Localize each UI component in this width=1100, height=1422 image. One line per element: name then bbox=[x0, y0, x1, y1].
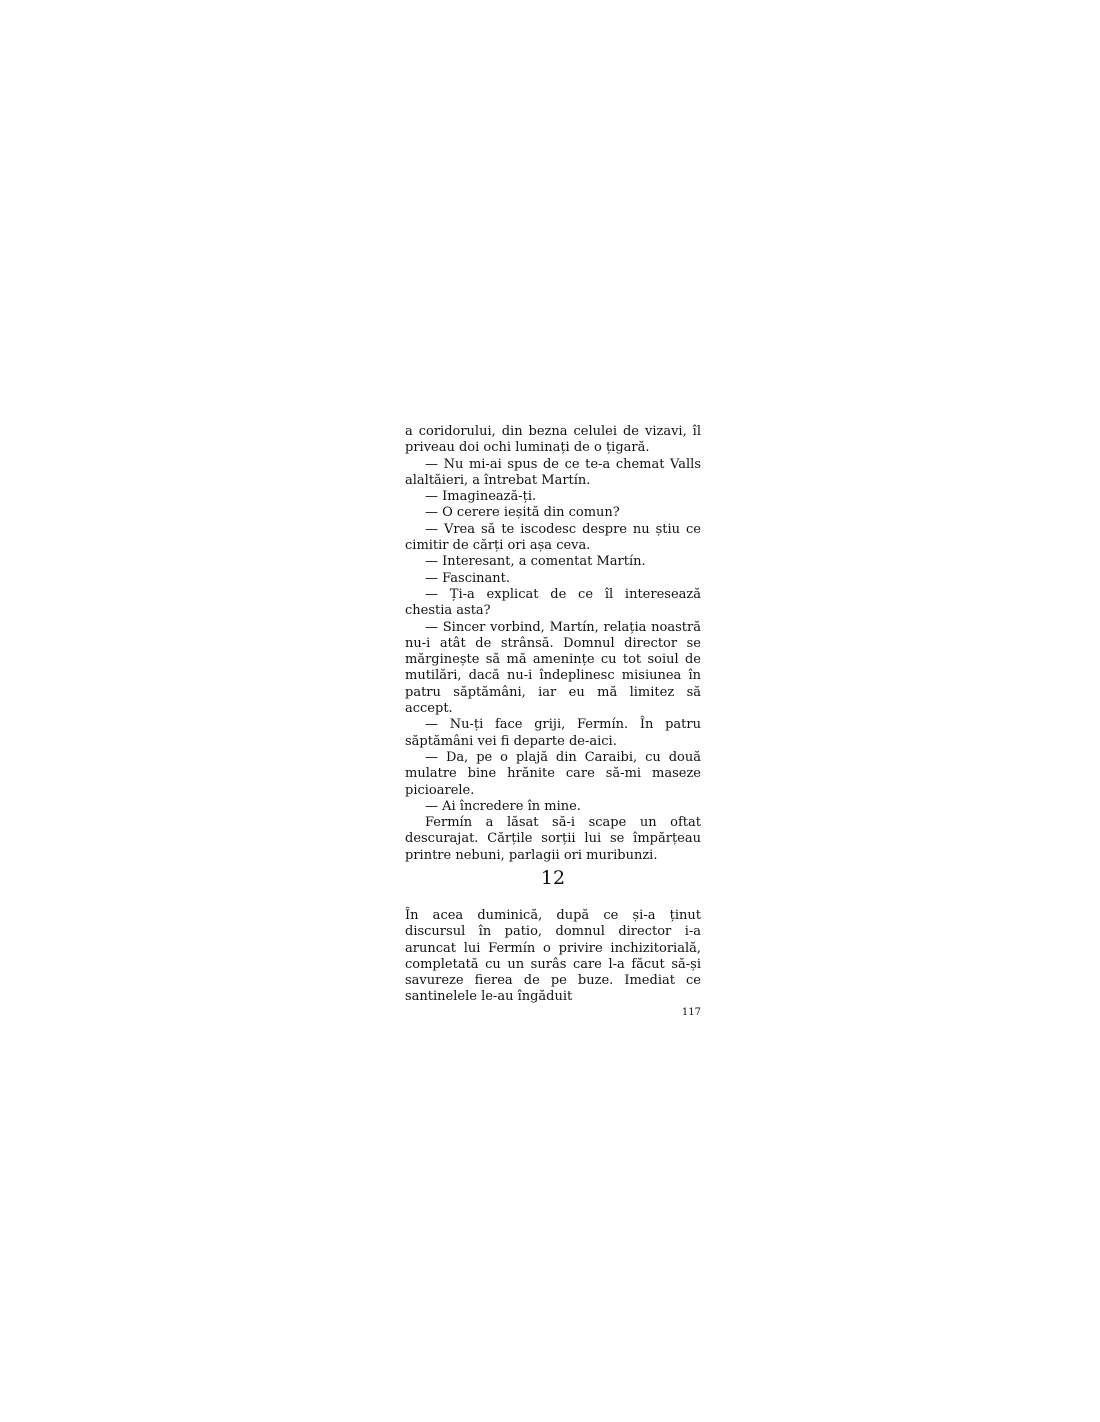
paragraph: — Interesant, a comentat Martín. bbox=[425, 554, 646, 570]
paragraph: Fermín a lăsat să-i scape un oftat descurajat. Cărțile sorții lui se împărțeau printre nebuni, parlagii ori muribunzi. bbox=[405, 815, 701, 863]
paragraph: — Nu mi-ai spus de ce te-a chemat Valls alaltăieri, a întrebat Martín. bbox=[405, 456, 701, 488]
paragraph: — O cerere ieșită din comun? bbox=[425, 505, 620, 521]
paragraph: — Nu-ți face griji, Fermín. În patru săptămâni vei fi departe de-aici. bbox=[405, 717, 701, 749]
upper-text-section bbox=[405, 424, 701, 864]
paragraph: — Imaginează-ți. bbox=[425, 489, 537, 505]
paragraph: — Fascinant. bbox=[425, 570, 510, 586]
paragraph: — Ți-a explicat de ce îl interesează chestia asta? bbox=[405, 586, 701, 619]
paragraph-chapter-start: În acea duminică, după ce și-a ținut discursul în patio, domnul director i-a aruncat lui Fermín o privire inchizitorială, completată cu un surâs care l-a făcut să-și savureze fierea de pe buze. Imediat ce santinelele le-au îngăduit bbox=[405, 908, 701, 1005]
paragraph: — Da, pe o plajă din Caraibi, cu două mulatre bine hrănite care să-mi maseze picioarele. bbox=[405, 749, 701, 798]
chapter-number: 12 bbox=[540, 867, 566, 889]
paragraph: — Vrea să te iscodesc despre nu știu ce cimitir de cărți ori așa ceva. bbox=[405, 521, 701, 554]
lower-text-section bbox=[405, 908, 701, 1006]
page-number: 117 bbox=[681, 1007, 701, 1018]
paragraph: — Ai încredere în mine. bbox=[425, 798, 581, 814]
paragraph-continuation: a coridorului, din bezna celulei de vizavi, îl priveau doi ochi luminați de o țigară. bbox=[405, 424, 701, 456]
paragraph: — Sincer vorbind, Martín, relația noastră nu-i atât de strânsă. Domnul director se mărginește să mă amenințe cu tot soiul de mutilări, dacă nu-i îndeplinesc misiunea în patru săptămâni, iar eu mă limitez să accept. bbox=[405, 619, 701, 717]
